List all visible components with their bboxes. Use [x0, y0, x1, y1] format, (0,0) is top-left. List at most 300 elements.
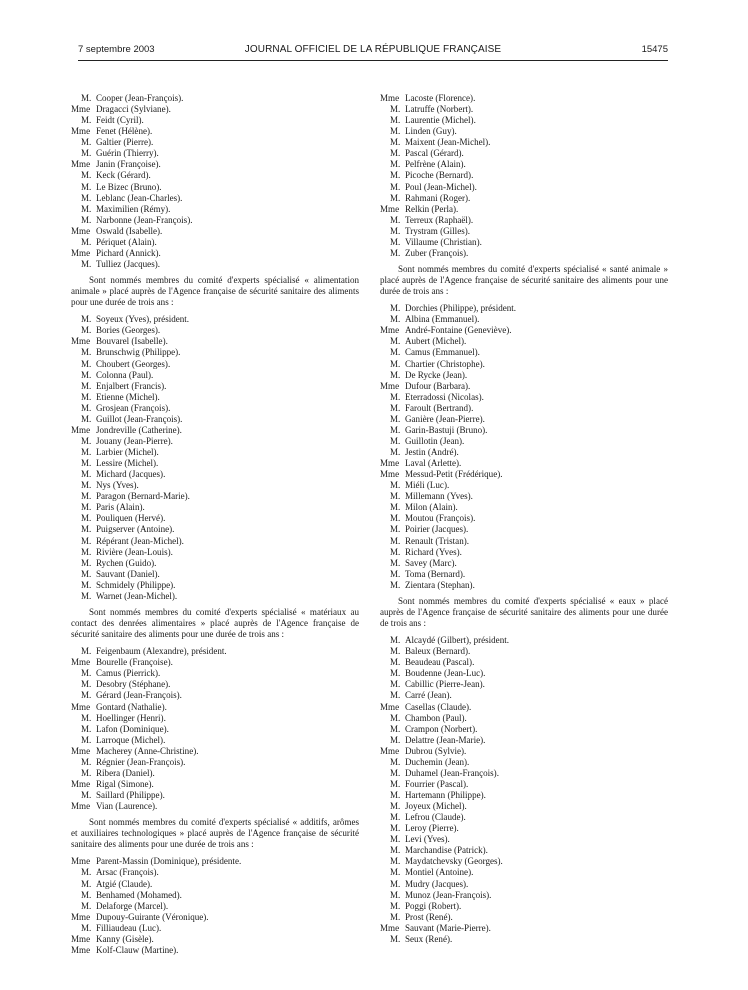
member-entry: [380, 702, 668, 713]
member-name: Warnet (Jean-Michel).: [96, 590, 178, 601]
member-list: [71, 646, 359, 812]
member-name: Munoz (Jean-François).: [405, 889, 492, 900]
member-name: Nys (Yves).: [96, 480, 139, 491]
member-title: Mme: [71, 247, 91, 258]
member-title: M.: [81, 646, 92, 657]
member-title: M.: [81, 513, 92, 524]
member-title: M.: [81, 502, 92, 513]
member-entry: [380, 115, 668, 126]
member-title: Mme: [71, 944, 91, 955]
member-entry: [71, 370, 359, 381]
member-name: Garin-Bastuji (Bruno).: [405, 424, 488, 435]
member-entry: [380, 469, 668, 480]
member-title: Mme: [380, 458, 400, 469]
member-title: M.: [390, 513, 401, 524]
committee-appointment-paragraph: Sont nommés membres du comité d'experts spécialisé « matériaux au contact des denrées alimentaires » placé auprès de l'Agence française de sécurité sanitaire des aliments pour une durée de trois ans :: [71, 606, 359, 640]
member-name: Miéli (Luc).: [405, 480, 450, 491]
member-entry: [71, 790, 359, 801]
member-name: Parent-Massin (Dominique), présidente.: [96, 856, 242, 867]
member-entry: [71, 336, 359, 347]
member-entry: [380, 215, 668, 226]
member-title: M.: [390, 314, 401, 325]
member-title: M.: [81, 380, 92, 391]
member-entry: [380, 724, 668, 735]
member-name: Seux (René).: [405, 933, 453, 944]
member-name: André-Fontaine (Geneviève).: [405, 325, 512, 336]
member-name: Faroult (Bertrand).: [405, 402, 474, 413]
member-title: M.: [81, 922, 92, 933]
member-title: Mme: [380, 93, 400, 103]
header-date: 7 septembre 2003: [78, 44, 155, 55]
member-name: Eterradossi (Nicolas).: [405, 391, 484, 402]
member-title: M.: [390, 856, 401, 867]
member-name: Keck (Gérard).: [96, 170, 151, 181]
member-entry: [380, 834, 668, 845]
member-entry: [71, 912, 359, 923]
member-entry: [71, 679, 359, 690]
committee-appointment-paragraph: Sont nommés membres du comité d'experts spécialisé « additifs, arômes et auxiliaires technologiques » placé auprès de l'Agence française de sécurité sanitaire des aliments pour une durée de trois ans :: [71, 817, 359, 850]
member-title: Mme: [71, 104, 91, 115]
member-name: Baleux (Bernard).: [405, 646, 471, 657]
member-name: Picoche (Bernard).: [405, 170, 474, 181]
committee-appointment-paragraph: Sont nommés membres du comité d'experts spécialisé « santé animale » placé auprès de l'Agence française de sécurité sanitaire des aliments pour une durée de trois ans :: [380, 263, 668, 297]
member-list: [380, 303, 668, 591]
member-entry: [71, 657, 359, 668]
member-name: Trystram (Gilles).: [405, 225, 471, 236]
member-entry: [380, 458, 668, 469]
member-name: Choubert (Georges).: [96, 358, 171, 369]
member-entry: [380, 359, 668, 370]
member-name: Dufour (Barbara).: [405, 380, 471, 391]
member-name: Mudry (Jacques).: [405, 878, 469, 889]
member-title: M.: [390, 148, 401, 159]
member-name: Larbier (Michel).: [96, 447, 159, 458]
member-title: M.: [81, 325, 92, 336]
member-name: Paris (Alain).: [96, 502, 145, 513]
member-name: Aubert (Michel).: [405, 336, 467, 347]
member-title: M.: [81, 900, 92, 911]
member-entry: [71, 746, 359, 757]
member-name: Rivière (Jean-Louis).: [96, 546, 173, 557]
member-name: Marchandise (Patrick).: [405, 845, 488, 856]
member-title: M.: [81, 358, 92, 369]
member-title: M.: [390, 347, 401, 358]
member-name: Dorchies (Philippe), président.: [405, 303, 517, 314]
member-title: M.: [81, 347, 92, 358]
member-name: Dubrou (Sylvie).: [405, 745, 467, 756]
member-name: Maydatchevsky (Georges).: [405, 856, 503, 867]
member-name: Gontard (Nathalie).: [96, 701, 167, 712]
member-entry: [380, 879, 668, 890]
member-name: Guérin (Thierry).: [96, 148, 159, 159]
member-name: Bouvarel (Isabelle).: [96, 336, 168, 347]
member-name: Alcaydé (Gilbert), président.: [405, 635, 509, 646]
member-entry: [380, 381, 668, 392]
member-title: M.: [81, 181, 92, 192]
member-entry: [71, 569, 359, 580]
member-title: Mme: [71, 933, 91, 944]
member-name: Toma (Bernard).: [405, 568, 466, 579]
member-name: Bories (Georges).: [96, 325, 161, 336]
member-title: Mme: [71, 701, 91, 712]
member-entry: [380, 170, 668, 181]
member-name: Leroy (Pierre).: [405, 823, 459, 834]
member-entry: [71, 558, 359, 569]
member-title: M.: [390, 635, 401, 646]
member-entry: [71, 923, 359, 934]
member-name: Ganière (Jean-Pierre).: [405, 413, 485, 424]
member-title: M.: [390, 778, 401, 789]
member-name: Zientara (Stephan).: [405, 579, 475, 590]
member-title: M.: [390, 668, 401, 679]
member-title: M.: [390, 502, 401, 513]
member-title: M.: [81, 690, 92, 701]
member-title: M.: [390, 900, 401, 911]
member-title: M.: [390, 413, 401, 424]
member-name: Benhamed (Mohamed).: [96, 889, 182, 900]
member-entry: [71, 945, 359, 956]
member-title: M.: [81, 867, 92, 878]
member-name: Milon (Alain).: [405, 502, 458, 513]
member-entry: [380, 524, 668, 535]
member-name: Rahmani (Roger).: [405, 192, 471, 203]
member-title: M.: [390, 889, 401, 900]
member-title: M.: [390, 491, 401, 502]
member-entry: [71, 469, 359, 480]
member-entry: [71, 325, 359, 336]
member-name: Tulliez (Jacques).: [96, 258, 160, 269]
member-entry: [380, 768, 668, 779]
member-name: Jondreville (Catherine).: [96, 424, 182, 435]
member-title: M.: [81, 369, 92, 380]
member-entry: [380, 746, 668, 757]
member-name: Fenet (Hélène).: [96, 126, 153, 137]
member-entry: [380, 392, 668, 403]
member-title: M.: [390, 126, 401, 137]
member-name: Hartemann (Philippe).: [405, 790, 486, 800]
member-title: M.: [81, 568, 92, 579]
member-entry: [380, 248, 668, 259]
member-title: M.: [390, 181, 401, 192]
member-title: M.: [81, 535, 92, 546]
member-entry: [71, 591, 359, 602]
member-entry: [71, 126, 359, 137]
member-name: Laval (Arlette).: [405, 458, 462, 469]
member-entry: [380, 425, 668, 436]
member-title: M.: [81, 679, 92, 690]
member-title: Mme: [71, 745, 91, 756]
member-entry: [380, 104, 668, 115]
member-name: Régnier (Jean-François).: [96, 756, 186, 767]
member-name: Relkin (Perla).: [405, 203, 459, 214]
member-entry: [71, 436, 359, 447]
member-title: M.: [390, 236, 401, 247]
member-title: M.: [390, 358, 401, 369]
member-name: Camus (Emmanuel).: [405, 347, 480, 358]
member-name: Pouliquen (Hervé).: [96, 513, 166, 524]
member-title: M.: [81, 712, 92, 723]
member-entry: [71, 170, 359, 181]
member-entry: [71, 359, 359, 370]
member-name: Sauvant (Daniel).: [96, 568, 160, 579]
member-entry: [380, 536, 668, 547]
member-name: Gérard (Jean-François).: [96, 690, 182, 701]
member-title: M.: [81, 878, 92, 889]
member-name: Puigserver (Antoine).: [96, 524, 175, 535]
member-title: Mme: [71, 159, 91, 170]
member-list: [71, 856, 359, 956]
member-entry: [380, 303, 668, 314]
member-title: M.: [390, 524, 401, 535]
member-title: M.: [81, 447, 92, 458]
member-entry: [71, 801, 359, 812]
member-entry: [71, 502, 359, 513]
member-entry: [71, 193, 359, 204]
member-entry: [71, 148, 359, 159]
member-title: M.: [390, 679, 401, 690]
member-title: M.: [390, 690, 401, 701]
member-entry: [71, 314, 359, 325]
member-name: Levi (Yves).: [405, 834, 450, 845]
member-name: Terreux (Raphaël).: [405, 214, 474, 225]
member-name: Leblanc (Jean-Charles).: [96, 192, 183, 203]
member-entry: [71, 856, 359, 867]
member-name: Savey (Marc).: [405, 557, 457, 568]
header-title: JOURNAL OFFICIEL DE LA RÉPUBLIQUE FRANÇAISE: [244, 44, 502, 55]
member-title: M.: [81, 314, 92, 325]
member-entry: [71, 668, 359, 679]
member-entry: [71, 757, 359, 768]
member-title: M.: [390, 336, 401, 347]
member-name: Filliaudeau (Luc).: [96, 922, 162, 933]
member-entry: [71, 115, 359, 126]
member-name: Dupouy-Guirante (Véronique).: [96, 911, 209, 922]
member-title: M.: [81, 469, 92, 480]
member-title: M.: [390, 933, 401, 944]
member-name: Zuber (François).: [405, 247, 469, 258]
member-title: M.: [81, 115, 92, 126]
member-entry: [71, 237, 359, 248]
member-name: Lefrou (Claude).: [405, 812, 466, 823]
member-entry: [380, 193, 668, 204]
member-title: M.: [390, 535, 401, 546]
member-title: M.: [81, 668, 92, 679]
member-entry: [71, 425, 359, 436]
member-entry: [71, 259, 359, 270]
member-name: Carré (Jean).: [405, 690, 452, 701]
member-entry: [380, 635, 668, 646]
member-title: M.: [81, 734, 92, 745]
member-entry: [380, 370, 668, 381]
member-entry: [380, 890, 668, 901]
member-title: M.: [390, 801, 401, 812]
member-name: Répérant (Jean-Michel).: [96, 535, 184, 546]
member-title: M.: [81, 767, 92, 778]
member-name: Macherey (Anne-Christine).: [96, 745, 199, 756]
member-title: M.: [390, 657, 401, 668]
member-name: Rigal (Simone).: [96, 778, 154, 789]
member-name: Lafon (Dominique).: [96, 723, 169, 734]
member-name: Boudenne (Jean-Luc).: [405, 668, 486, 679]
member-entry: [71, 890, 359, 901]
member-entry: [71, 403, 359, 414]
member-entry: [380, 901, 668, 912]
member-entry: [71, 779, 359, 790]
member-entry: [380, 182, 668, 193]
committee-appointment-paragraph: Sont nommés membres du comité d'experts spécialisé « eaux » placé auprès de l'Agence française de sécurité sanitaire des aliments pour une durée de trois ans :: [380, 595, 668, 629]
member-title: M.: [390, 812, 401, 823]
member-name: Maximilien (Rémy).: [96, 203, 171, 214]
member-entry: [71, 447, 359, 458]
member-name: Joyeux (Michel).: [405, 801, 467, 812]
member-title: Mme: [71, 336, 91, 347]
member-name: Chartier (Christophe).: [405, 358, 485, 369]
member-title: M.: [390, 734, 401, 745]
member-name: Latruffe (Norbert).: [405, 104, 474, 115]
member-title: M.: [81, 790, 92, 800]
member-name: Richard (Yves).: [405, 546, 462, 557]
member-name: Delaforge (Marcel).: [96, 900, 169, 911]
member-title: M.: [390, 192, 401, 203]
member-title: M.: [390, 546, 401, 557]
member-entry: [380, 934, 668, 945]
page-header: [78, 44, 668, 58]
member-title: M.: [81, 435, 92, 446]
member-title: Mme: [71, 126, 91, 137]
member-name: Moutou (François).: [405, 513, 476, 524]
header-rule: [78, 60, 668, 61]
member-name: Guillot (Jean-François).: [96, 413, 183, 424]
member-title: M.: [81, 148, 92, 159]
member-name: Kolf-Clauw (Martine).: [96, 944, 179, 955]
member-name: Dragacci (Sylviane).: [96, 104, 171, 115]
member-title: Mme: [71, 778, 91, 789]
member-name: Poirier (Jacques).: [405, 524, 469, 535]
member-title: M.: [81, 491, 92, 502]
member-name: Feidt (Cyril).: [96, 115, 144, 126]
committee-appointment-paragraph: Sont nommés membres du comité d'experts spécialisé « alimentation animale » placé auprès de l'Agence française de sécurité sanitaire des aliments pour une durée de trois ans :: [71, 275, 359, 308]
member-name: Pelfrène (Alain).: [405, 159, 466, 170]
member-entry: [71, 646, 359, 657]
member-title: M.: [81, 557, 92, 568]
member-entry: [380, 347, 668, 358]
member-entry: [380, 646, 668, 657]
member-entry: [71, 137, 359, 148]
member-entry: [71, 248, 359, 259]
member-title: M.: [390, 568, 401, 579]
member-entry: [380, 491, 668, 502]
member-name: Renault (Tristan).: [405, 535, 469, 546]
member-title: M.: [81, 258, 92, 269]
member-entry: [71, 524, 359, 535]
header-page-number: 15475: [641, 44, 668, 55]
member-title: M.: [81, 458, 92, 469]
member-entry: [71, 226, 359, 237]
member-entry: [71, 901, 359, 912]
member-title: M.: [81, 170, 92, 181]
member-entry: [71, 159, 359, 170]
member-title: M.: [390, 424, 401, 435]
member-list: [71, 93, 359, 270]
member-title: M.: [81, 579, 92, 590]
member-title: M.: [390, 247, 401, 258]
member-title: M.: [81, 590, 92, 601]
member-entry: [71, 724, 359, 735]
member-entry: [380, 779, 668, 790]
left-column: [71, 93, 359, 956]
member-entry: [71, 879, 359, 890]
member-name: Lessire (Michel).: [96, 458, 159, 469]
member-title: M.: [390, 159, 401, 170]
member-title: M.: [81, 546, 92, 557]
member-entry: [71, 491, 359, 502]
member-entry: [380, 790, 668, 801]
member-title: M.: [390, 867, 401, 878]
member-name: Beaudeau (Pascal).: [405, 657, 475, 668]
member-title: M.: [390, 104, 401, 115]
member-entry: [71, 934, 359, 945]
member-title: M.: [390, 214, 401, 225]
member-name: Oswald (Isabelle).: [96, 225, 163, 236]
member-name: Prost (René).: [405, 911, 453, 922]
member-title: Mme: [71, 911, 91, 922]
member-title: M.: [390, 712, 401, 723]
member-title: Mme: [380, 380, 400, 391]
member-name: Janin (Françoise).: [96, 159, 161, 170]
member-name: Feigenbaum (Alexandre), président.: [96, 646, 227, 657]
member-entry: [380, 923, 668, 934]
member-name: Paragon (Bernard-Marie).: [96, 491, 190, 502]
member-title: M.: [81, 413, 92, 424]
member-name: Millemann (Yves).: [405, 491, 473, 502]
member-title: Mme: [380, 745, 400, 756]
member-entry: [380, 314, 668, 325]
member-entry: [380, 735, 668, 746]
member-name: Narbonne (Jean-François).: [96, 214, 193, 225]
member-name: Messud-Petit (Frédérique).: [405, 469, 503, 480]
member-entry: [380, 502, 668, 513]
member-title: Mme: [71, 801, 91, 812]
member-entry: [380, 713, 668, 724]
member-title: M.: [390, 845, 401, 856]
member-name: Villaume (Christian).: [405, 236, 482, 247]
member-entry: [380, 137, 668, 148]
member-title: M.: [390, 480, 401, 491]
member-entry: [380, 845, 668, 856]
member-entry: [380, 226, 668, 237]
member-entry: [380, 93, 668, 104]
member-title: M.: [81, 402, 92, 413]
member-title: M.: [390, 878, 401, 889]
member-name: Camus (Pierrick).: [96, 668, 161, 679]
member-entry: [380, 447, 668, 458]
member-title: M.: [81, 391, 92, 402]
member-title: M.: [390, 767, 401, 778]
member-title: M.: [81, 723, 92, 734]
member-entry: [71, 347, 359, 358]
member-entry: [380, 547, 668, 558]
member-entry: [71, 104, 359, 115]
member-title: M.: [390, 225, 401, 236]
member-title: M.: [390, 823, 401, 834]
member-name: Duhamel (Jean-François).: [405, 767, 499, 778]
member-title: M.: [390, 391, 401, 402]
member-entry: [71, 713, 359, 724]
member-title: M.: [81, 192, 92, 203]
member-entry: [380, 668, 668, 679]
member-entry: [380, 436, 668, 447]
member-entry: [380, 204, 668, 215]
